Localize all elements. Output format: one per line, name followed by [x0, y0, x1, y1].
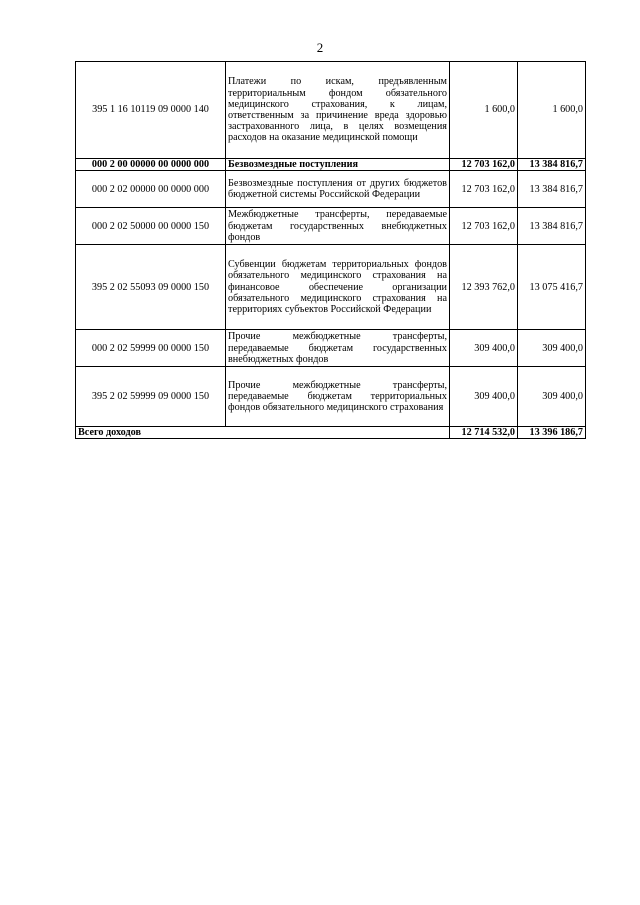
income-name: Безвозмездные поступления — [226, 159, 450, 171]
budget-code: 000 2 02 00000 00 0000 000 — [76, 171, 226, 208]
amount-year-1: 309 400,0 — [450, 330, 518, 367]
table-row — [76, 245, 586, 330]
income-name: Межбюджетные трансферты, передаваемые бюджетам государственных внебюджетных фондов — [226, 208, 450, 245]
amount-year-1: 12 703 162,0 — [450, 208, 518, 245]
amount-year-2: 13 075 416,7 — [518, 245, 586, 330]
budget-code: 395 1 16 10119 09 0000 140 — [76, 62, 226, 159]
total-amount-year-1: 12 714 532,0 — [450, 427, 518, 439]
budget-code: 000 2 02 50000 00 0000 150 — [76, 208, 226, 245]
amount-year-2: 309 400,0 — [518, 330, 586, 367]
income-name: Прочие межбюджетные трансферты, передаваемые бюджетам государственных внебюджетных фондов — [226, 330, 450, 367]
amount-year-2: 13 384 816,7 — [518, 159, 586, 171]
income-name: Безвозмездные поступления от других бюджетов бюджетной системы Российской Федерации — [226, 171, 450, 208]
income-table — [75, 61, 586, 439]
page-number: 2 — [316, 40, 324, 55]
table-row — [76, 62, 586, 159]
table-row — [76, 330, 586, 367]
budget-code: 000 2 00 00000 00 0000 000 — [76, 159, 226, 171]
budget-code: 395 2 02 59999 09 0000 150 — [76, 367, 226, 427]
amount-year-2: 309 400,0 — [518, 367, 586, 427]
budget-code: 395 2 02 55093 09 0000 150 — [76, 245, 226, 330]
total-label: Всего доходов — [76, 427, 450, 439]
total-row — [76, 427, 586, 439]
budget-code: 000 2 02 59999 00 0000 150 — [76, 330, 226, 367]
amount-year-1: 309 400,0 — [450, 367, 518, 427]
income-name: Прочие межбюджетные трансферты, передаваемые бюджетам территориальных фондов обязательного медицинского страхования — [226, 367, 450, 427]
table-row — [76, 159, 586, 171]
amount-year-2: 13 384 816,7 — [518, 171, 586, 208]
amount-year-2: 13 384 816,7 — [518, 208, 586, 245]
table-row — [76, 367, 586, 427]
total-amount-year-2: 13 396 186,7 — [518, 427, 586, 439]
amount-year-1: 12 393 762,0 — [450, 245, 518, 330]
amount-year-1: 12 703 162,0 — [450, 159, 518, 171]
amount-year-2: 1 600,0 — [518, 62, 586, 159]
table-row — [76, 171, 586, 208]
amount-year-1: 12 703 162,0 — [450, 171, 518, 208]
income-name: Платежи по искам, предъявленным территориальным фондом обязательного медицинского страхования, к лицам, ответственным за причинение вреда здоровью застрахованного лица, в целях возмещения расходов на оказание медицинской помощи — [226, 62, 450, 159]
amount-year-1: 1 600,0 — [450, 62, 518, 159]
income-name: Субвенции бюджетам территориальных фондов обязательного медицинского страхования на финансовое обеспечение организации обязательного медицинского страхования на территориях субъектов Российской Федерации — [226, 245, 450, 330]
table-row — [76, 208, 586, 245]
